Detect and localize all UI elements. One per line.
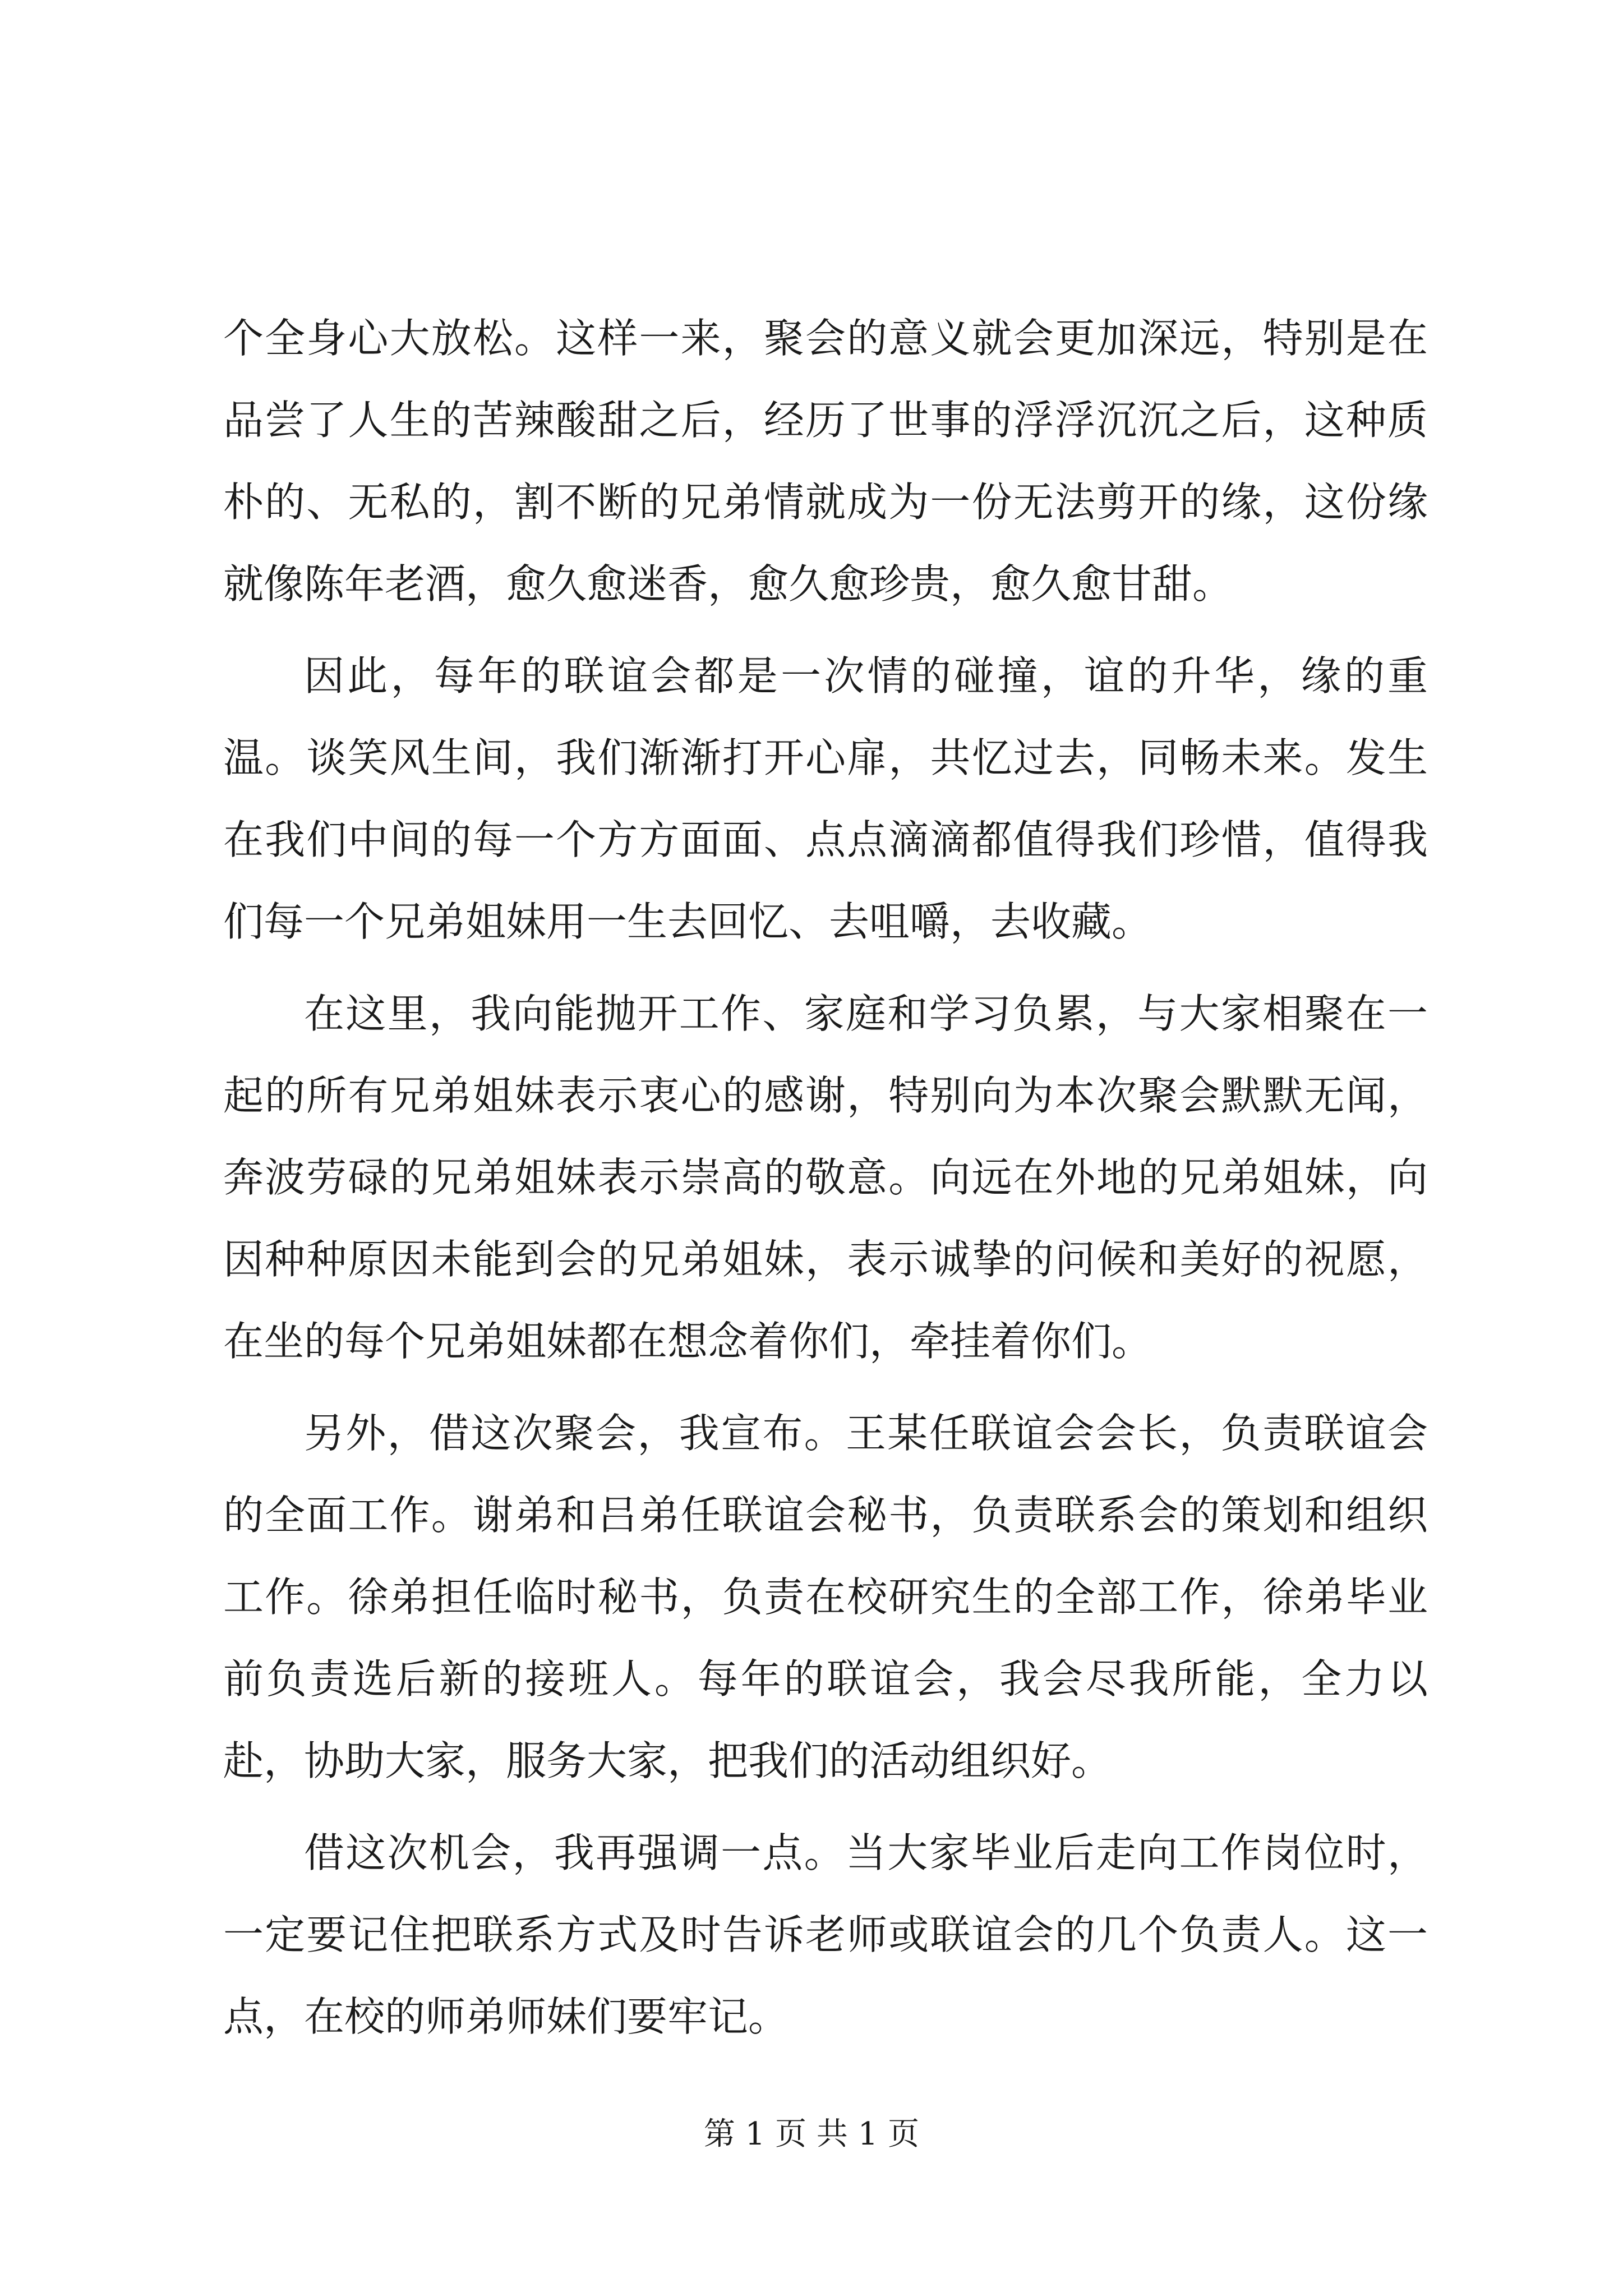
paragraph-5: 借这次机会，我再强调一点。当大家毕业后走向工作岗位时，一定要记住把联系方式及时告诉老师或联谊会的几个负责人。这一点，在校的师弟师妹们要牢记。: [223, 1829, 1428, 2040]
paragraph-3: 在这里，我向能抛开工作、家庭和学习负累，与大家相聚在一起的所有兄弟姐妹表示衷心的感谢，特别向为本次聚会默默无闻，奔波劳碌的兄弟姐妹表示崇高的敬意。向远在外地的兄弟姐妹，向因种种原因未能到会的兄弟姐妹，表示诚挚的问候和美好的祝愿，在坐的每个兄弟姐妹都在想念着你们，牵挂着你们。: [223, 990, 1428, 1365]
paragraph-4: 另外，借这次聚会，我宣布。王某任联谊会会长，负责联谊会的全面工作。谢弟和吕弟任联谊会秘书，负责联系会的策划和组织工作。徐弟担任临时秘书，负责在校研究生的全部工作，徐弟毕业前负责选后新的接班人。每年的联谊会，我会尽我所能，全力以赴，协助大家，服务大家，把我们的活动组织好。: [223, 1410, 1428, 1784]
document-body: [223, 297, 1428, 2068]
page-footer: 第 1 页 共 1 页: [703, 2116, 920, 2152]
paragraph-1: 个全身心大放松。这样一来，聚会的意义就会更加深远，特别是在品尝了人生的苦辣酸甜之后，经历了世事的浮浮沉沉之后，这种质朴的、无私的，割不断的兄弟情就成为一份无法剪开的缘，这份缘就像陈年老酒，愈久愈迷香，愈久愈珍贵，愈久愈甘甜。: [223, 315, 1428, 608]
paragraph-2: 因此，每年的联谊会都是一次情的碰撞，谊的升华，缘的重温。谈笑风生间，我们渐渐打开心扉，共忆过去，同畅未来。发生在我们中间的每一个方方面面、点点滴滴都值得我们珍惜，值得我们每一个兄弟姐妹用一生去回忆、去咀嚼，去收藏。: [223, 652, 1428, 945]
